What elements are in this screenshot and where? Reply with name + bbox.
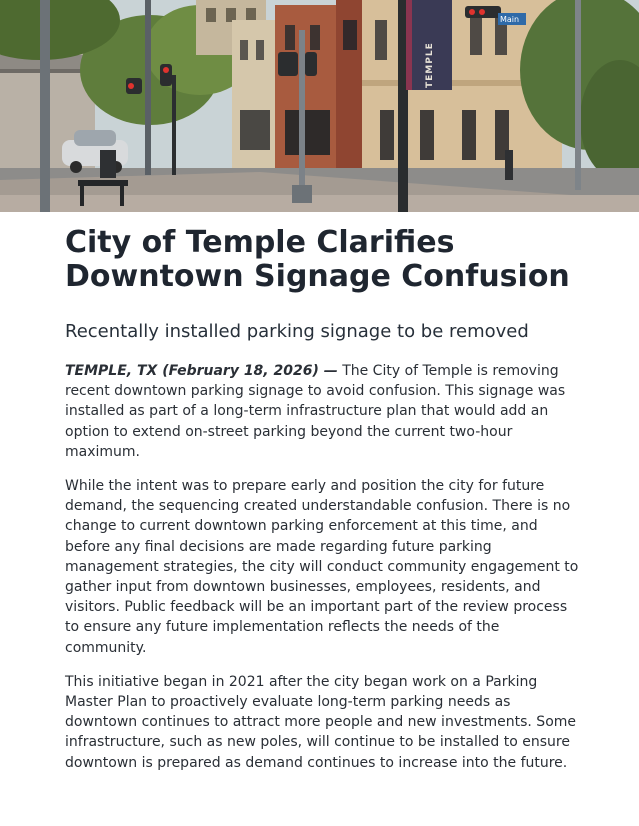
downtown-street-image [0,0,639,212]
dateline: TEMPLE, TX (February 18, 2026) — [65,363,338,379]
paragraph-1 [65,361,585,462]
article-subhead: Recentally installed parking signage to be removed [65,321,529,342]
paragraph-1-text: The City of Temple is removing recent downtown parking signage to avoid confusion. This signage was installed as part of a long-term infrastructure plan that would add an option to extend on-street parking beyond the current two-hour maximum. [65,363,566,460]
paragraph-3: This initiative began in 2021 after the city began work on a Parking Master Plan to proactively evaluate long-term parking needs as downtown continues to attract more people and new investments. Some infrastructure, such as new poles, will continue to be installed to ensure downtown is prepared as demand continues to increase into the future. [65,673,577,771]
street-sign-text: Main [500,15,520,24]
hero-photo [0,0,639,212]
banner-text: TEMPLE [425,42,435,88]
article-headline: City of Temple Clarifies Downtown Signage Confusion [65,225,570,294]
article [65,226,585,773]
paragraph-2: While the intent was to prepare early and position the city for future demand, the sequencing created understandable confusion. There is no change to current downtown parking enforcement at this time, and before any final decisions are made regarding future parking management strategies, the city will conduct community engagement to gather input from downtown businesses, employees, residents, and visitors. Public feedback will be an important part of the review process to ensure any future implementation reflects the needs of the community. [65,478,579,656]
